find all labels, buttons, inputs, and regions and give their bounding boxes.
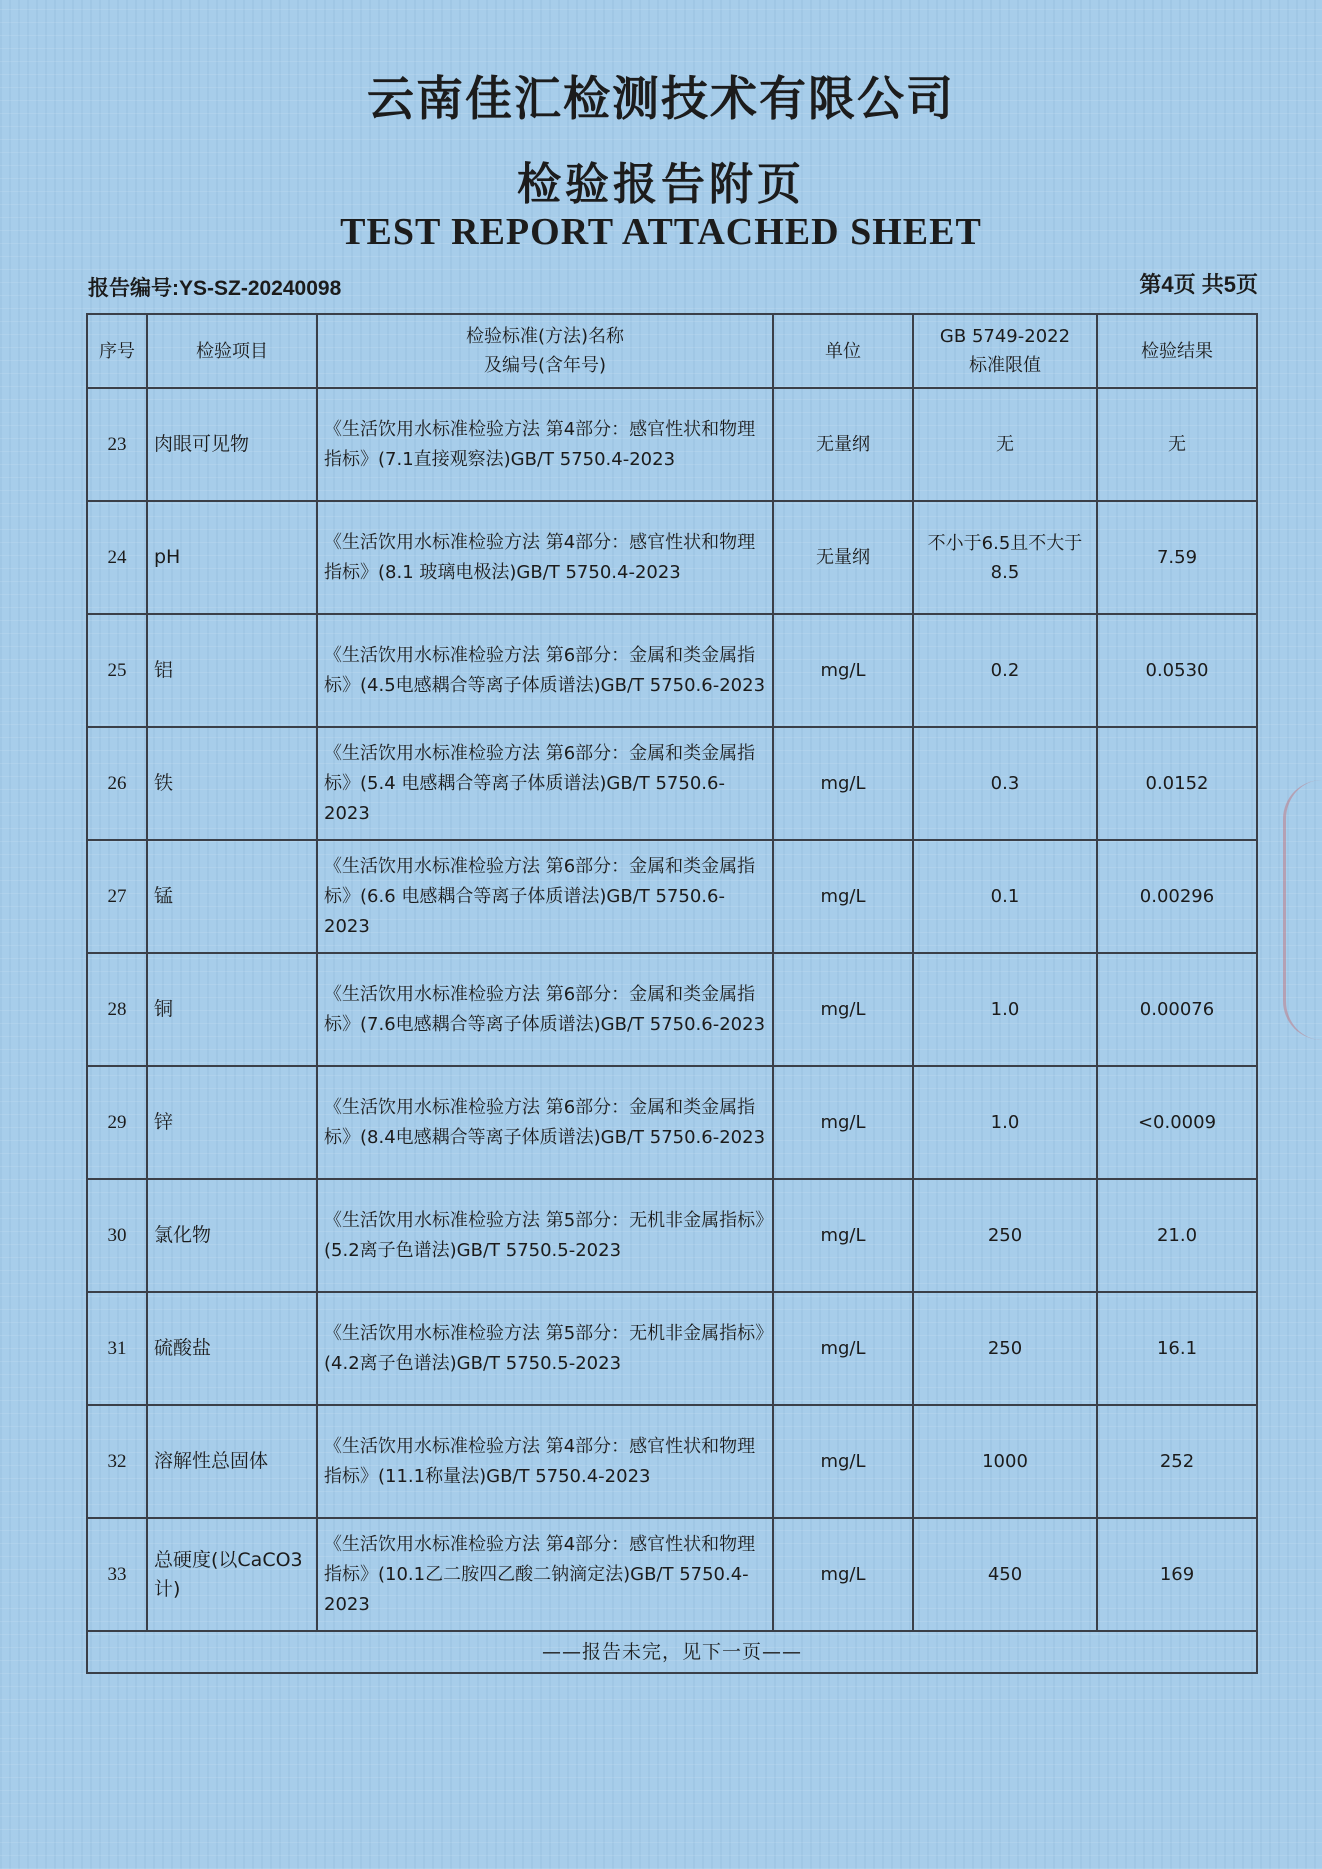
- page-indicator: 第4页 共5页: [1139, 272, 1258, 297]
- table-row: [87, 614, 1257, 727]
- cell-unit: mg/L: [773, 953, 913, 1066]
- cell-result: 0.00296: [1097, 840, 1257, 953]
- table-row: [87, 1066, 1257, 1179]
- table-row: [87, 501, 1257, 614]
- cell-limit: 0.2: [913, 614, 1097, 727]
- cell-unit: mg/L: [773, 727, 913, 840]
- cell-method: 《生活饮用水标准检验方法 第4部分：感官性状和物理指标》(11.1称量法)GB/T 5750.4-2023: [317, 1405, 773, 1518]
- cell-limit: 无: [913, 388, 1097, 501]
- cell-method: 《生活饮用水标准检验方法 第4部分：感官性状和物理指标》(10.1乙二胺四乙酸二钠滴定法)GB/T 5750.4-2023: [317, 1518, 773, 1631]
- cell-limit: 1000: [913, 1405, 1097, 1518]
- cell-method: 《生活饮用水标准检验方法 第5部分：无机非金属指标》(5.2离子色谱法)GB/T 5750.5-2023: [317, 1179, 773, 1292]
- cell-item: 铜: [147, 953, 317, 1066]
- cell-unit: mg/L: [773, 1292, 913, 1405]
- table-row: [87, 1292, 1257, 1405]
- cell-limit: 1.0: [913, 1066, 1097, 1179]
- cell-item: 铁: [147, 727, 317, 840]
- table-footer-row: [87, 1631, 1257, 1673]
- header-limit-line2: 标准限值: [969, 355, 1041, 376]
- cell-unit: 无量纲: [773, 501, 913, 614]
- cell-unit: mg/L: [773, 1179, 913, 1292]
- cell-result: 16.1: [1097, 1292, 1257, 1405]
- cell-item: pH: [147, 501, 317, 614]
- cell-unit: mg/L: [773, 614, 913, 727]
- results-table: [86, 313, 1258, 1674]
- cell-unit: 无量纲: [773, 388, 913, 501]
- cell-result: 0.0152: [1097, 727, 1257, 840]
- cell-result: 0.0530: [1097, 614, 1257, 727]
- cell-seq: 32: [87, 1405, 147, 1518]
- cell-method: 《生活饮用水标准检验方法 第6部分：金属和类金属指标》(6.6 电感耦合等离子体质谱法)GB/T 5750.6-2023: [317, 840, 773, 953]
- cell-method: 《生活饮用水标准检验方法 第6部分：金属和类金属指标》(8.4电感耦合等离子体质谱法)GB/T 5750.6-2023: [317, 1066, 773, 1179]
- document-title: 检验报告附页: [517, 159, 805, 210]
- cell-unit: mg/L: [773, 840, 913, 953]
- cell-item: 铝: [147, 614, 317, 727]
- table-row: [87, 1518, 1257, 1631]
- cell-unit: mg/L: [773, 1066, 913, 1179]
- seal-edge-mark: [1283, 780, 1322, 1040]
- header-method-line1: 检验标准(方法)名称: [465, 326, 625, 347]
- table-row: [87, 727, 1257, 840]
- table-header-row: [87, 314, 1257, 388]
- continuation-note: ——报告未完，见下一页——: [87, 1631, 1257, 1673]
- cell-method: 《生活饮用水标准检验方法 第6部分：金属和类金属指标》(4.5电感耦合等离子体质谱法)GB/T 5750.6-2023: [317, 614, 773, 727]
- table-row: [87, 1405, 1257, 1518]
- cell-limit: 不小于6.5且不大于8.5: [913, 501, 1097, 614]
- header-limit: [913, 314, 1097, 388]
- header-limit-line1: GB 5749-2022: [939, 326, 1071, 347]
- cell-item: 溶解性总固体: [147, 1405, 317, 1518]
- cell-result: 252: [1097, 1405, 1257, 1518]
- cell-result: 7.59: [1097, 501, 1257, 614]
- cell-limit: 1.0: [913, 953, 1097, 1066]
- table-row: [87, 388, 1257, 501]
- cell-unit: mg/L: [773, 1405, 913, 1518]
- header-method-line2: 及编号(含年号): [483, 355, 607, 376]
- cell-seq: 30: [87, 1179, 147, 1292]
- cell-method: 《生活饮用水标准检验方法 第4部分：感官性状和物理指标》(8.1 玻璃电极法)GB/T 5750.4-2023: [317, 501, 773, 614]
- cell-result: <0.0009: [1097, 1066, 1257, 1179]
- cell-method: 《生活饮用水标准检验方法 第6部分：金属和类金属指标》(7.6电感耦合等离子体质谱法)GB/T 5750.6-2023: [317, 953, 773, 1066]
- cell-limit: 250: [913, 1179, 1097, 1292]
- header-result: 检验结果: [1097, 314, 1257, 388]
- cell-seq: 27: [87, 840, 147, 953]
- cell-item: 锌: [147, 1066, 317, 1179]
- cell-method: 《生活饮用水标准检验方法 第5部分：无机非金属指标》(4.2离子色谱法)GB/T 5750.5-2023: [317, 1292, 773, 1405]
- cell-limit: 0.3: [913, 727, 1097, 840]
- cell-limit: 250: [913, 1292, 1097, 1405]
- cell-seq: 31: [87, 1292, 147, 1405]
- header-method: [317, 314, 773, 388]
- cell-limit: 450: [913, 1518, 1097, 1631]
- cell-limit: 0.1: [913, 840, 1097, 953]
- report-number: 报告编号:YS-SZ-20240098: [88, 277, 342, 300]
- cell-method: 《生活饮用水标准检验方法 第4部分：感官性状和物理指标》(7.1直接观察法)GB/T 5750.4-2023: [317, 388, 773, 501]
- cell-unit: mg/L: [773, 1518, 913, 1631]
- cell-seq: 29: [87, 1066, 147, 1179]
- cell-result: 169: [1097, 1518, 1257, 1631]
- document-title-english: TEST REPORT ATTACHED SHEET: [340, 211, 982, 253]
- cell-seq: 28: [87, 953, 147, 1066]
- cell-seq: 25: [87, 614, 147, 727]
- header-item: 检验项目: [147, 314, 317, 388]
- header-unit: 单位: [773, 314, 913, 388]
- table-row: [87, 1179, 1257, 1292]
- cell-item: 氯化物: [147, 1179, 317, 1292]
- cell-item: 锰: [147, 840, 317, 953]
- cell-item: 总硬度(以CaCO3计): [147, 1518, 317, 1631]
- cell-result: 无: [1097, 388, 1257, 501]
- cell-item: 硫酸盐: [147, 1292, 317, 1405]
- cell-item: 肉眼可见物: [147, 388, 317, 501]
- cell-seq: 23: [87, 388, 147, 501]
- table-row: [87, 953, 1257, 1066]
- cell-result: 0.00076: [1097, 953, 1257, 1066]
- cell-seq: 33: [87, 1518, 147, 1631]
- table-row: [87, 840, 1257, 953]
- cell-seq: 24: [87, 501, 147, 614]
- cell-result: 21.0: [1097, 1179, 1257, 1292]
- company-name: 云南佳汇检测技术有限公司: [367, 72, 955, 127]
- header-seq: 序号: [87, 314, 147, 388]
- cell-method: 《生活饮用水标准检验方法 第6部分：金属和类金属指标》(5.4 电感耦合等离子体质谱法)GB/T 5750.6-2023: [317, 727, 773, 840]
- cell-seq: 26: [87, 727, 147, 840]
